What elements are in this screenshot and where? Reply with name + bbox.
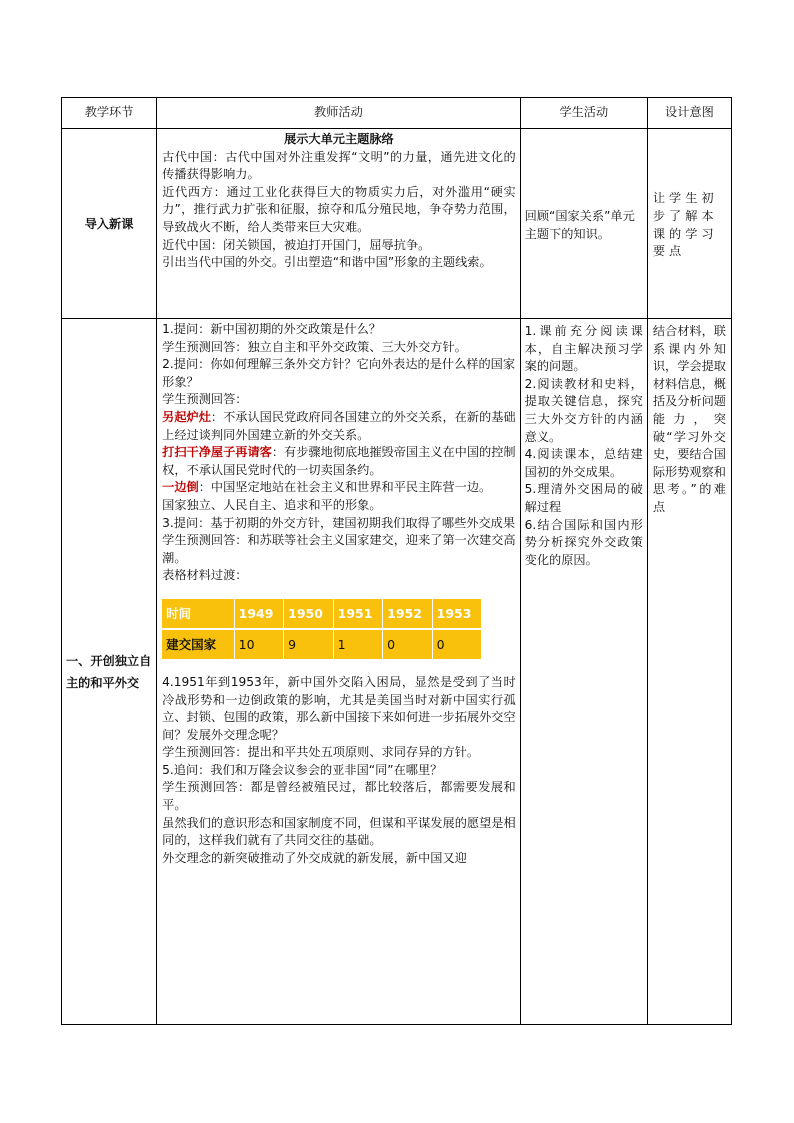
question-4: 4.1951年到1953年，新中国外交陷入困局，显然是受到了当时冷战形势和一边倒政策的影响，尤其是美国当时对新中国实行孤立、封锁、包围的政策，那么新中国接下来如何进一步拓展外交空间？发展外交理念呢？ — [162, 674, 516, 742]
question-5: 5.追问：我们和万隆会议参会的亚非国“同”在哪里？ — [162, 762, 443, 777]
paragraph-continued: 外交理念的新突破推动了外交成就的新发展，新中国又迎 — [162, 850, 467, 865]
student-item: 1.课前充分阅读课本，自主解决预习学案的问题。 — [524, 324, 643, 374]
answer-4: 学生预测回答：提出和平共处五项原则、求同存异的方针。 — [162, 745, 480, 760]
design-intent-intro: 让学生初步了解本课的学习要点 — [647, 129, 731, 319]
design-intent-diplomacy: 结合材料，联系课内外知识，学会提取材料信息，概括及分析问题能力，突破“学习外交史，要结合国际形势观察和思考。”的难点 — [647, 319, 731, 1025]
policy-1-key: 另起炉灶 — [162, 409, 211, 424]
years-data-cell: 10 — [234, 629, 284, 660]
teacher-activity-intro — [157, 129, 521, 319]
intro-line: 近代中国：闭关锁国，被迫打开国门，屈辱抗争。 — [162, 237, 431, 252]
policy-1 — [162, 409, 516, 444]
student-activity-diplomacy — [520, 319, 647, 1025]
intro-line: 古代中国：古代中国对外注重发挥“文明”的力量，通先进文化的传播获得影响力。 — [162, 149, 516, 182]
years-header-cell: 1953 — [432, 599, 482, 629]
years-header-row — [162, 599, 482, 629]
student-item: 4.阅读课本，总结建国初的外交成果。 — [524, 447, 643, 479]
policy-2 — [162, 444, 516, 479]
years-data-row — [162, 629, 482, 660]
policy-3-key: 一边倒 — [162, 480, 199, 495]
policy-3 — [162, 479, 516, 497]
policy-1-text: ：不承认国民党政府同各国建立的外交关系，在新的基础上经过谈判同外国建立新的外交关系。 — [162, 409, 516, 442]
policy-2-key: 打扫干净屋子再请客 — [162, 445, 272, 460]
years-header-cell: 1949 — [234, 599, 284, 629]
table-intro: 表格材料过渡： — [162, 568, 248, 583]
years-header-cell: 时间 — [162, 599, 234, 629]
diplomatic-relations-table — [162, 599, 482, 660]
stage-intro: 导入新课 — [62, 129, 157, 319]
years-header-cell: 1951 — [333, 599, 383, 629]
policy-2-text: ：有步骤地彻底地摧毁帝国主义在中国的控制权，不承认国民党时代的一切卖国条约。 — [162, 445, 516, 477]
table-header-row — [62, 98, 732, 129]
years-data-cell: 0 — [432, 629, 482, 660]
intro-line: 引出当代中国的外交。引出塑造“和谐中国”形象的主题线索。 — [162, 255, 492, 270]
years-header-cell: 1952 — [383, 599, 433, 629]
years-data-cell: 0 — [383, 629, 433, 660]
question-1: 1.提问：新中国初期的外交政策是什么？ — [162, 322, 381, 336]
question-2: 2.提问：你如何理解三条外交方针？它向外表达的是什么样的国家形象？ — [162, 357, 516, 389]
years-data-cell: 建交国家 — [162, 629, 234, 660]
table-row-intro — [62, 129, 732, 319]
question-3: 3.提问：基于初期的外交方针，建国初期我们取得了哪些外交成果 — [162, 515, 516, 530]
student-item: 6.结合国际和国内形势分析探究外交政策变化的原因。 — [524, 517, 643, 567]
header-intent: 设计意图 — [647, 98, 731, 129]
lesson-plan-table — [61, 97, 732, 1025]
answer-2-label: 学生预测回答： — [162, 392, 248, 407]
header-teacher: 教师活动 — [157, 98, 521, 129]
student-activity-intro: 回顾“国家关系”单元主题下的知识。 — [520, 129, 647, 319]
header-student: 学生活动 — [520, 98, 647, 129]
answer-1: 学生预测回答：独立自主和平外交政策、三大外交方针。 — [162, 339, 467, 354]
stage-independent-diplomacy: 一、开创独立自主的和平外交 — [62, 319, 157, 1025]
years-header-cell: 1950 — [284, 599, 334, 629]
intro-line: 近代西方：通过工业化获得巨大的物质实力后，对外滥用“硬实力”，推行武力扩张和征服，掠夺和瓜分殖民地，争夺势力范围，导致战火不断，给人类带来巨大灾难。 — [162, 184, 516, 234]
student-item: 2.阅读教材和史料，提取关键信息，探究三大外交方针的内涵意义。 — [524, 376, 643, 444]
table-row-independent-diplomacy — [62, 319, 732, 1025]
teacher-activity-diplomacy — [157, 319, 521, 1025]
answer-5: 学生预测回答：都是曾经被殖民过，都比较落后，都需要发展和平。 — [162, 780, 516, 813]
intro-title: 展示大单元主题脉络 — [284, 132, 394, 146]
years-data-cell: 9 — [284, 629, 334, 660]
student-item: 5.理清外交困局的破解过程 — [524, 482, 643, 514]
national-image: 国家独立、人民自主、追求和平的形象。 — [162, 497, 382, 512]
years-data-cell: 1 — [333, 629, 383, 660]
answer-3: 学生预测回答：和苏联等社会主义国家建交，迎来了第一次建交高潮。 — [162, 533, 516, 565]
policy-3-text: ：中国坚定地站在社会主义和世界和平民主阵营一边。 — [198, 480, 492, 495]
header-stage: 教学环节 — [62, 98, 157, 129]
paragraph-common-ground: 虽然我们的意识形态和国家制度不同，但谋和平谋发展的愿望是相同的，这样我们就有了共同交往的基础。 — [162, 815, 516, 848]
